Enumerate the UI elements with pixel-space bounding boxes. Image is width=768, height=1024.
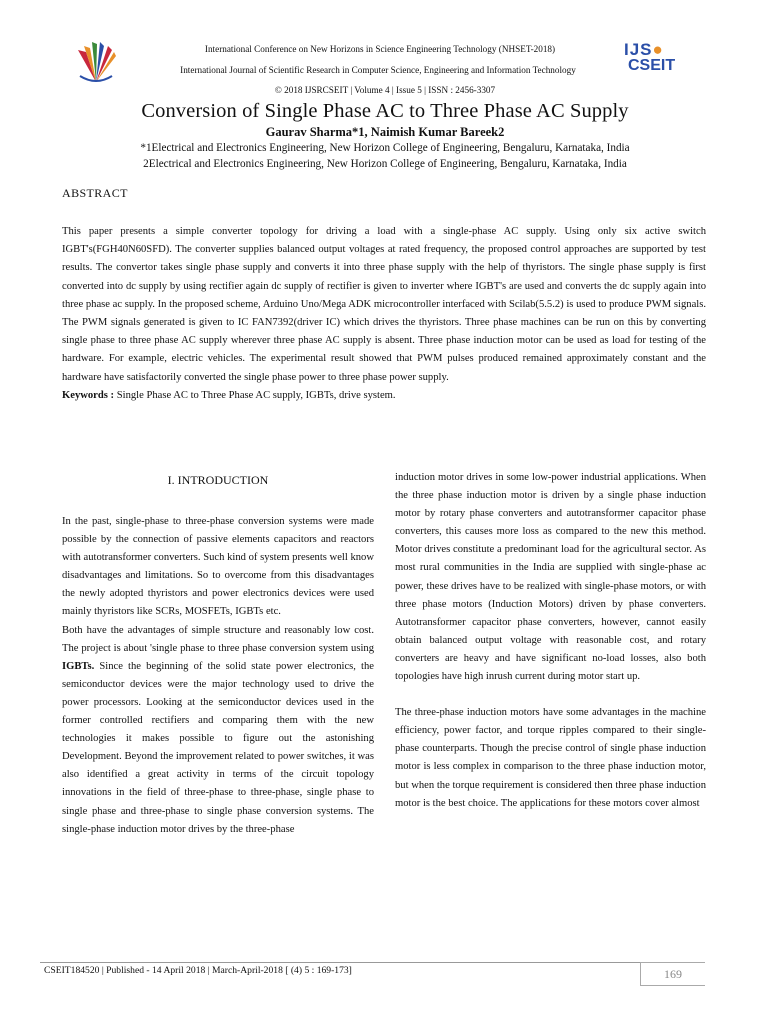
paper-authors: Gaurav Sharma*1, Naimish Kumar Bareek2 [265, 125, 505, 139]
abstract-body [62, 223, 706, 405]
abstract-heading: ABSTRACT [62, 186, 128, 200]
intro-paragraph-3: induction motor drives in some low-power industrial applications. When the three phase induction motor is driven by a single phase induction motor by rotary phase converters and autotransformer capacitor phase converters, this causes more loss as compared to the new this method. Motor drives constitute a predominant load for the agricultural sector. As most rural communities in the India are supplied with single-phase ac power, these drives have to be realized with single-phase motors, or with three phase motors (Induction Motors) driven by phase converters. Autotransformer capacitor phase converters, however, cannot easily obtain balanced output voltage with reasonable cost, and rotary converters are heavy and have significant no-load losses, also both topologies have high inrush current during motor start up. [395, 472, 706, 683]
footer-citation: CSEIT184520 | Published - 14 April 2018 | March-April-2018 [ (4) 5 : 169-173] [44, 965, 352, 976]
paper-title: Conversion of Single Phase AC to Three Phase AC Supply [141, 100, 629, 122]
affiliation-1: *1Electrical and Electronics Engineering, New Horizon College of Engineering, Bengaluru, Karnataka, India [140, 142, 630, 154]
journal-logo-bottom: CSEIT [628, 57, 676, 74]
right-column [395, 469, 706, 813]
intro-p2-part-a: Both have the advantages of simple structure and reasonably low cost. The project is about 'single phase to three phase conversion system using [62, 624, 374, 654]
intro-p2-bold: IGBTs. [62, 660, 95, 672]
journal-logo-top: IJS [624, 40, 653, 59]
keywords-text: Single Phase AC to Three Phase AC supply, IGBTs, drive system. [114, 389, 396, 401]
page-number-box [640, 962, 705, 986]
keywords-label: Keywords : [62, 389, 115, 401]
intro-paragraph-4: The three-phase induction motors have some advantages in the machine efficiency, power factor, and torque ripples compared to their single-phase counterparts. Though the precise control of single phase induction motor is less complex in comparison to the three phase induction motor, but when the torque requirement is considered then three phase induction motor is the best choice. The applications for these motors cover almost [395, 707, 706, 809]
issn-line: © 2018 IJSRCSEIT | Volume 4 | Issue 5 | ISSN : 2456-3307 [274, 85, 496, 95]
left-column [62, 513, 374, 839]
section-heading-introduction: I. INTRODUCTION [167, 473, 269, 487]
intro-p2-part-c: Since the beginning of the solid state power electronics, the semiconductor devices were the major technology used to drive the power processors. Looking at the semiconductor devices used in the former controlled rectifiers and comparing them with the new technologies it makes possible to figure out the astonishing Development. Beyond the improvement related to power switches, it was also identified a great activity in terms of the circuit topology innovations in the field of three-phase to three-phase, single phase to single phase and three-phase to single phase conversion systems. The single-phase induction motor drives by the three-phase [62, 660, 374, 835]
affiliation-2: 2Electrical and Electronics Engineering, New Horizon College of Engineering, Bengaluru, Karnataka, India [143, 158, 627, 170]
journal-name: International Journal of Scientific Research in Computer Science, Engineering and Information Technology [180, 65, 576, 75]
page-number: 169 [664, 967, 682, 981]
intro-paragraph-2 [62, 622, 374, 839]
footer-rule [40, 962, 640, 963]
conference-logo [70, 40, 122, 86]
conference-name: International Conference on New Horizons in Science Engineering Technology (NHSET-2018) [204, 44, 556, 54]
journal-logo: IJS● CSEIT [624, 40, 676, 74]
intro-paragraph-1: In the past, single-phase to three-phase conversion systems were made possible by the connection of passive elements capacitors and reactors with autotransformer converters. Such kind of system presents well know disadvantages and limitations. So to overcome from this disadvantages the newly adopted thyristors and power electronics devices were used mainly thyristors like SCRs, MOSFETs, IGBTs etc. [62, 516, 374, 618]
abstract-text: This paper presents a simple converter topology for driving a load with a single-phase AC supply. Using only six active switch IGBT's(FGH40N60SFD). The converter supplies balanced output voltages at rated frequency, the proposed control approaches are supported by test results. The convertor takes single phase supply and converts it into three phase supply with the help of thyristors. The single phase supply is first converted into dc supply by using rectifier again dc supply of rectifier is given to inverter where IGBT's are used and converts the dc supply again into three phase ac supply. In the proposed scheme, Arduino Uno/Mega ADK microcontroller interfaced with Scilab(5.5.2) is used to produce PWM signals. The PWM signals generated is given to IC FAN7392(driver IC) which drives the thyristors. Three phase machines can be run on this by converting single phase to three phase AC supply wherever three phase AC supply is absent. Three phase induction motor can be used as load for testing of the hardware. For example, electric vehicles. The experimental result showed that PWM pulses produced remained approximately constant and the hardware have satisfactorily converted the single phase power to three phase power supply. [62, 226, 706, 383]
keywords-line [62, 387, 706, 405]
